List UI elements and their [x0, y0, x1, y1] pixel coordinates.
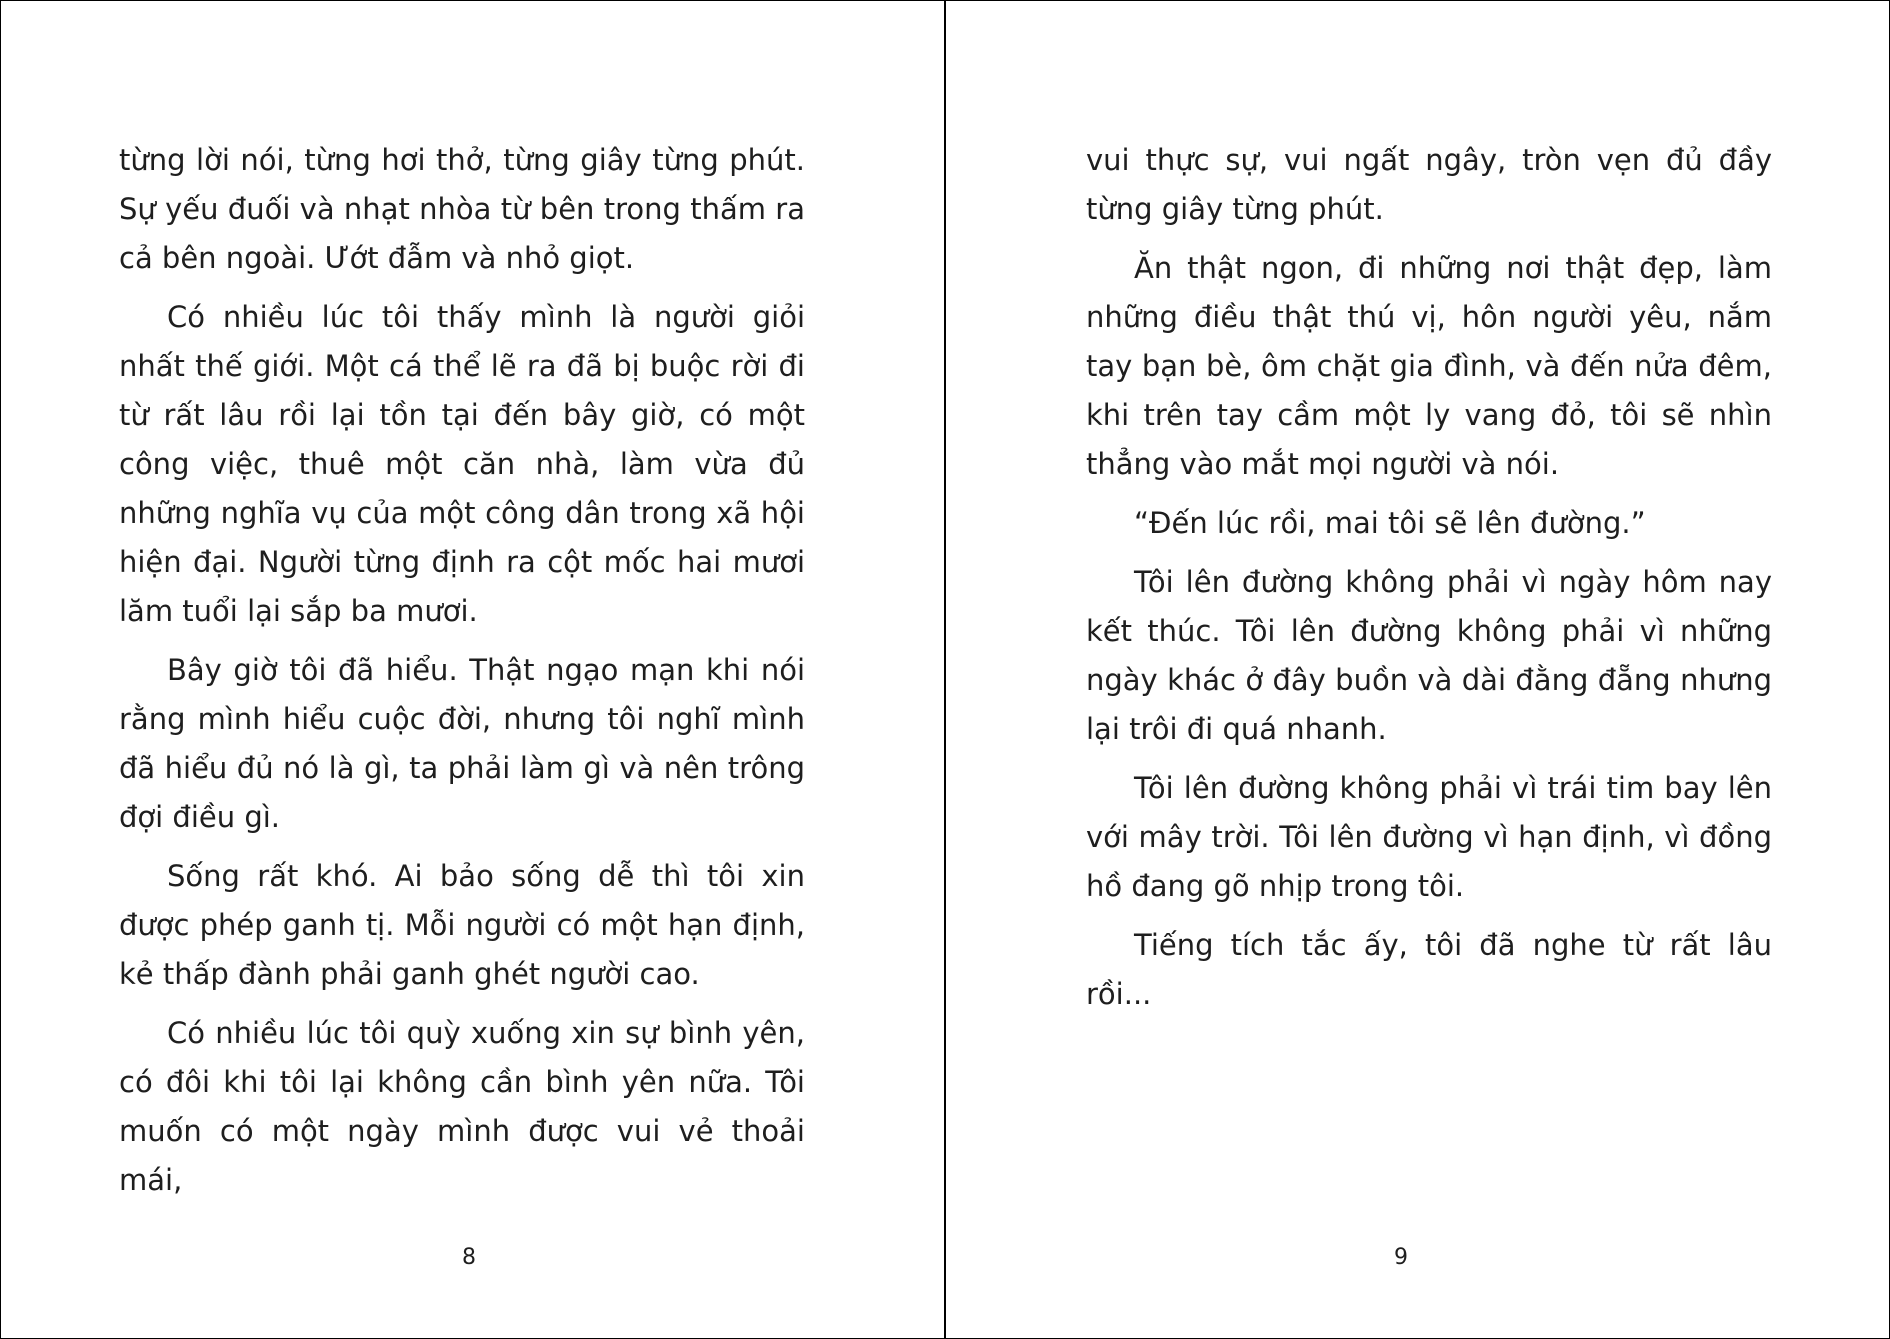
paragraph: Bây giờ tôi đã hiểu. Thật ngạo mạn khi nói rằng mình hiểu cuộc đời, nhưng tôi nghĩ mình đã hiểu đủ nó là gì, ta phải làm gì và nên trông đợi điều gì. [119, 653, 805, 834]
paragraph: Có nhiều lúc tôi thấy mình là người giỏi nhất thế giới. Một cá thể lẽ ra đã bị buộc rời đi từ rất lâu rồi lại tồn tại đến bây giờ, có một công việc, thuê một căn nhà, làm vừa đủ những nghĩa vụ của một công dân trong xã hội hiện đại. Người từng định ra cột mốc hai mươi lăm tuổi lại sắp ba mươi. [119, 300, 805, 628]
right-page-text [1086, 136, 1772, 1029]
paragraph: Ăn thật ngon, đi những nơi thật đẹp, làm những điều thật thú vị, hôn người yêu, nắm tay bạn bè, ôm chặt gia đình, và đến nửa đêm, khi trên tay cầm một ly vang đỏ, tôi sẽ nhìn thẳng vào mắt mọi người và nói. [1086, 251, 1772, 481]
paragraph: vui thực sự, vui ngất ngây, tròn vẹn đủ đầy từng giây từng phút. [1086, 143, 1772, 226]
right-page [945, 1, 1889, 1338]
left-page [1, 1, 945, 1338]
paragraph: “Đến lúc rồi, mai tôi sẽ lên đường.” [1134, 506, 1646, 540]
page-number: 9 [1394, 1245, 1408, 1270]
paragraph: Tiếng tích tắc ấy, tôi đã nghe từ rất lâu rồi... [1086, 928, 1772, 1011]
paragraph: Tôi lên đường không phải vì trái tim bay lên với mây trời. Tôi lên đường vì hạn định, vì đồng hồ đang gõ nhịp trong tôi. [1086, 771, 1772, 903]
paragraph: từng lời nói, từng hơi thở, từng giây từng phút. Sự yếu đuối và nhạt nhòa từ bên trong thấm ra cả bên ngoài. Ướt đẫm và nhỏ giọt. [119, 143, 805, 275]
left-page-text [119, 136, 805, 1215]
paragraph: Tôi lên đường không phải vì ngày hôm nay kết thúc. Tôi lên đường không phải vì những ngày khác ở đây buồn và dài đằng đẵng nhưng lại trôi đi quá nhanh. [1086, 565, 1772, 746]
page-number: 8 [462, 1245, 476, 1270]
paragraph: Có nhiều lúc tôi quỳ xuống xin sự bình yên, có đôi khi tôi lại không cần bình yên nữa. Tôi muốn có một ngày mình được vui vẻ thoải mái, [119, 1016, 805, 1197]
paragraph: Sống rất khó. Ai bảo sống dễ thì tôi xin được phép ganh tị. Mỗi người có một hạn định, kẻ thấp đành phải ganh ghét người cao. [119, 859, 805, 991]
